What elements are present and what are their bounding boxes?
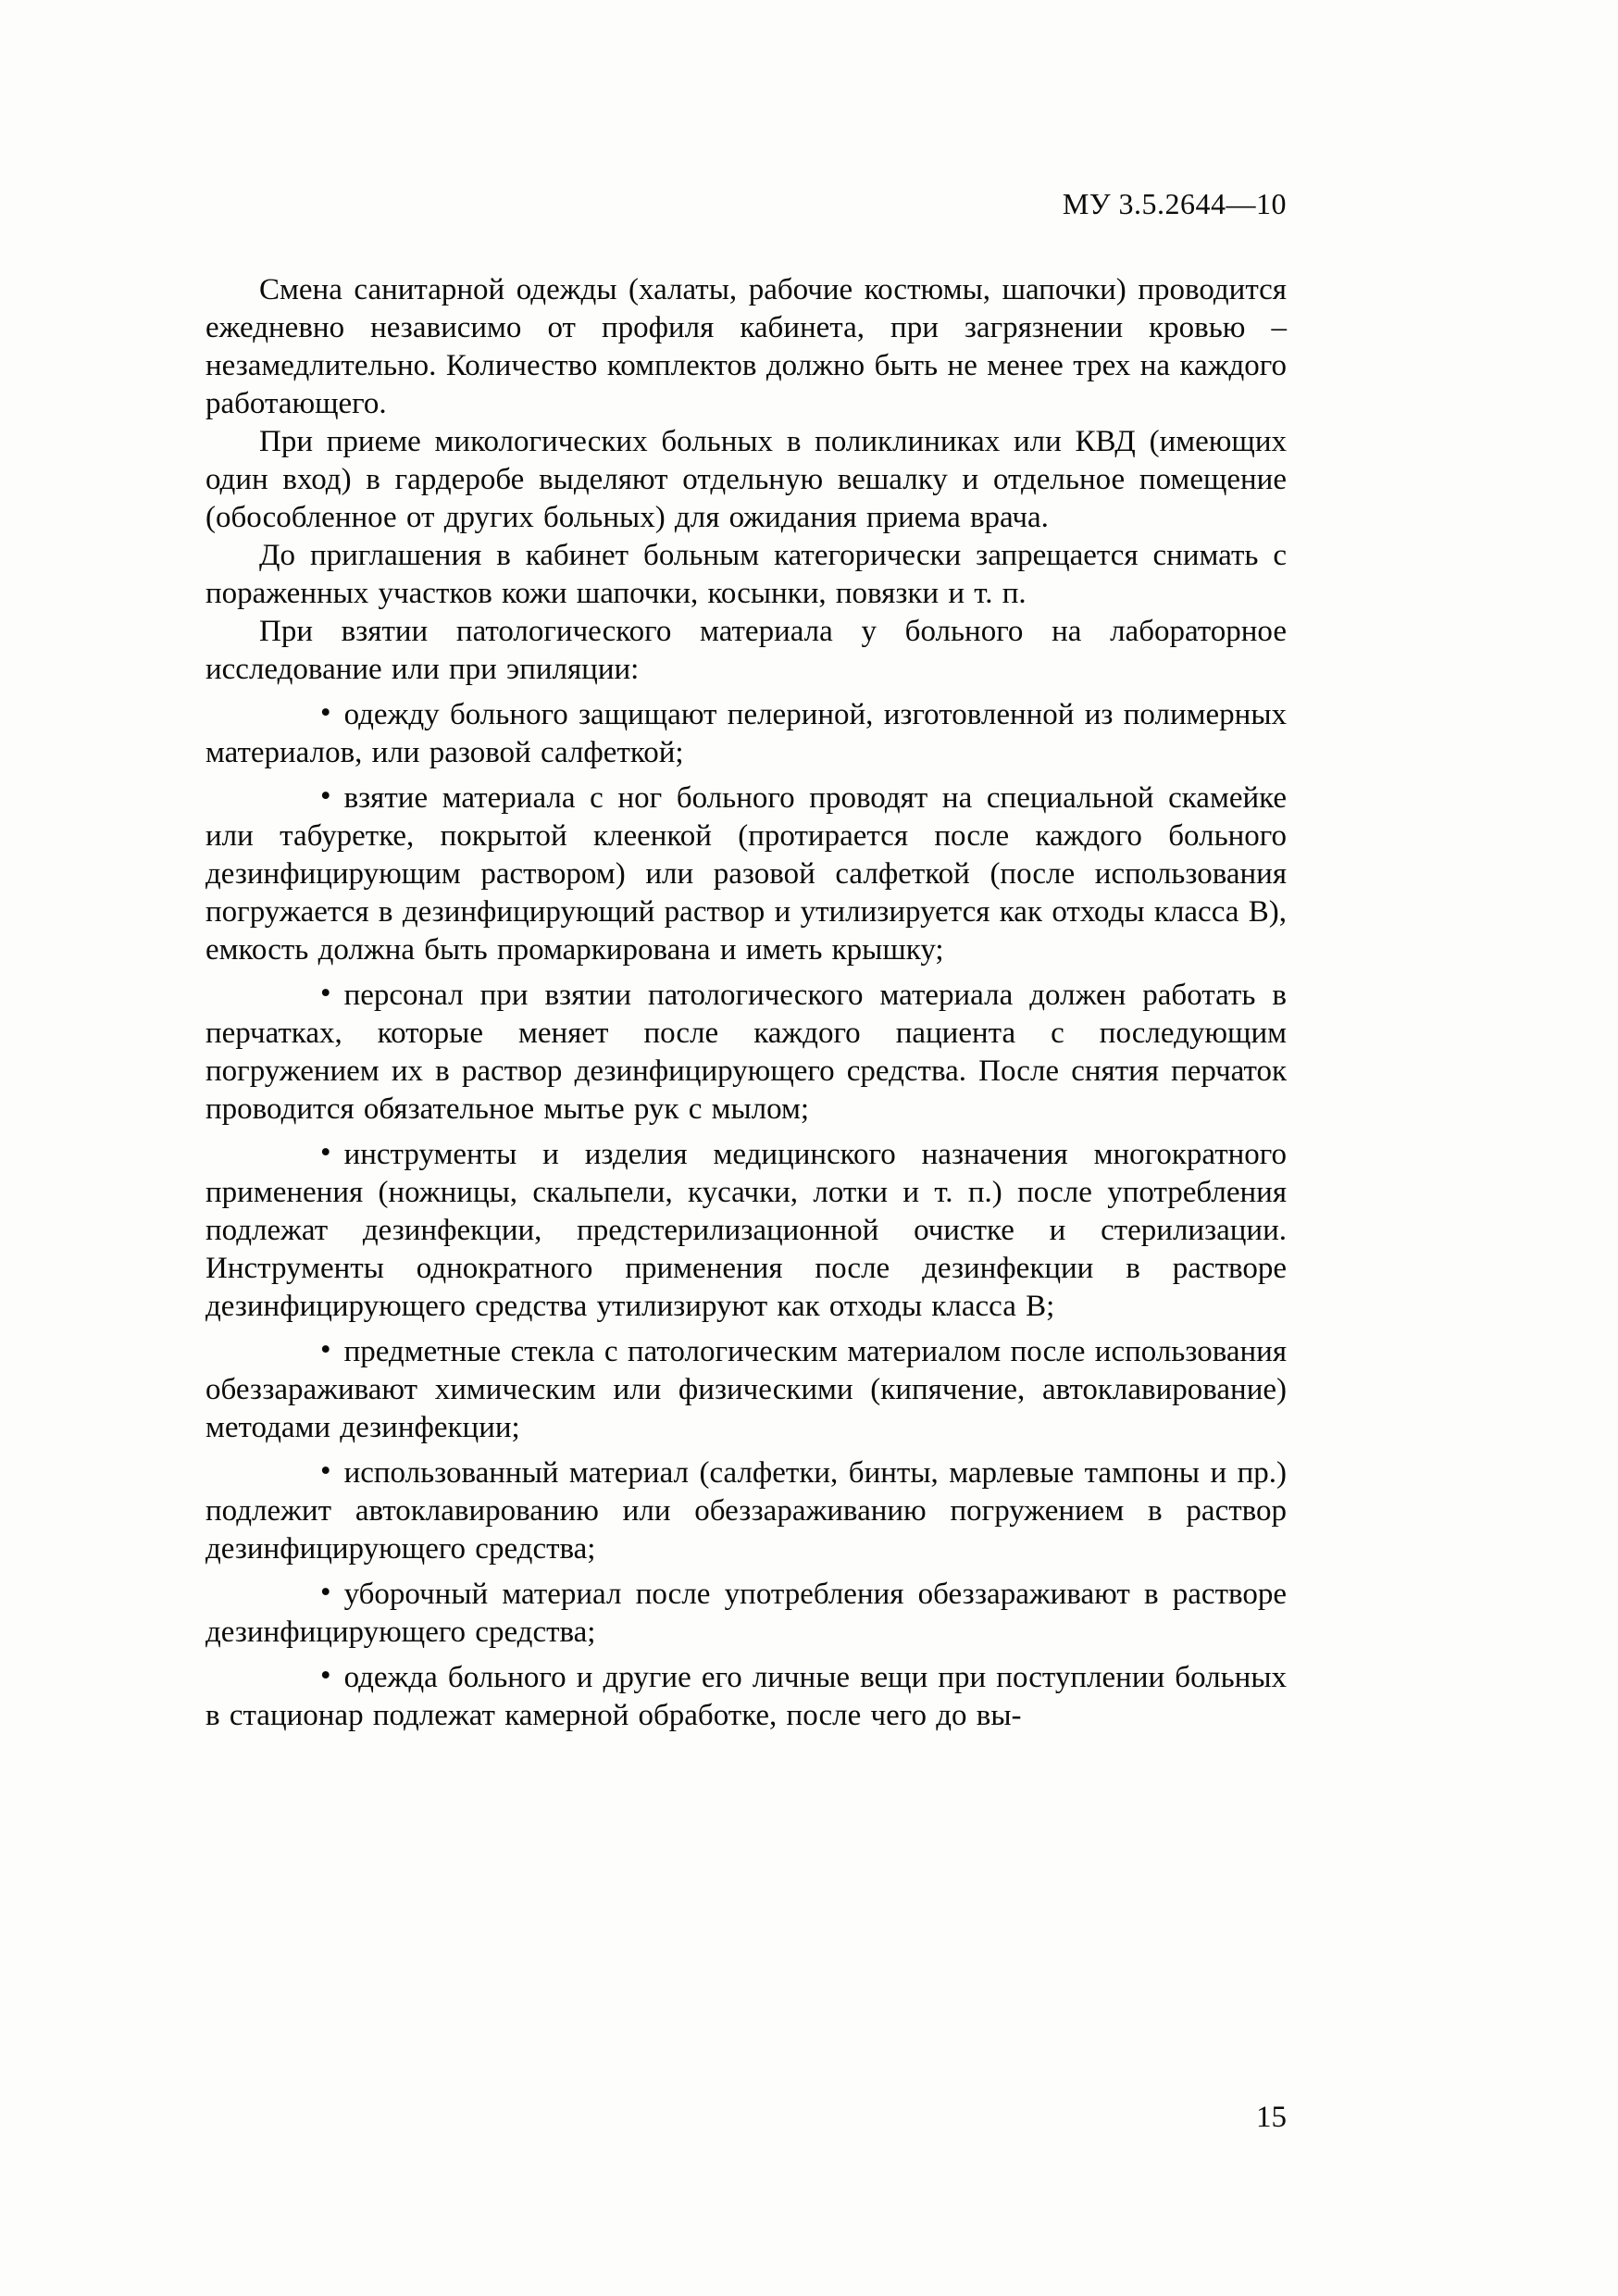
paragraph-4: При взятии патологического материала у больного на лабораторное исследование или при эпиляции: <box>205 615 1287 686</box>
paragraph-2: При приеме микологических больных в поликлиниках или КВД (имеющих один вход) в гардеробе выделяют отдельную вешалку и отдельное помещение (обособленное от других больных) для ожидания приема врача. <box>205 425 1287 534</box>
bullet-item-1 <box>205 696 1287 772</box>
bullet-item-8 <box>205 1659 1287 1735</box>
bullet-text: предметные стекла с патологическим материалом после использования обеззараживают химическим или физическими (кипячение, автоклавирование) методами дезинфекции; <box>205 1335 1287 1444</box>
bullet-icon: • <box>320 1659 331 1692</box>
bullet-item-2 <box>205 780 1287 969</box>
bullet-icon: • <box>320 696 331 730</box>
bullet-text: одежда больного и другие его личные вещи при поступлении больных в стационар подлежат камерной обработке, после чего до вы- <box>205 1661 1287 1732</box>
bullet-icon: • <box>320 1576 331 1609</box>
bullet-item-7 <box>205 1576 1287 1652</box>
bullet-item-5 <box>205 1333 1287 1447</box>
bullet-icon: • <box>320 780 331 813</box>
bullet-icon: • <box>320 1333 331 1366</box>
paragraph-1: Смена санитарной одежды (халаты, рабочие костюмы, шапочки) проводится ежедневно независимо от профиля кабинета, при загрязнении кровью – незамедлительно. Количество комплектов должно быть не менее трех на каждого работающего. <box>205 273 1287 420</box>
bullet-text: одежду больного защищают пелериной, изготовленной из полимерных материалов, или разовой салфеткой; <box>205 698 1287 769</box>
bullet-text: использованный материал (салфетки, бинты, марлевые тампоны и пр.) подлежит автоклавированию или обеззараживанию погружением в раствор дезинфицирующего средства; <box>205 1456 1287 1566</box>
bullet-text: персонал при взятии патологического материала должен работать в перчатках, которые меняет после каждого пациента с последующим погружением их в раствор дезинфицирующего средства. После снятия перчаток проводится обязательное мытье рук с мылом; <box>205 979 1287 1126</box>
bullet-icon: • <box>320 977 331 1010</box>
bullet-item-4 <box>205 1136 1287 1326</box>
bullet-icon: • <box>320 1454 331 1488</box>
paragraph-3: До приглашения в кабинет больным категорически запрещается снимать с пораженных участков кожи шапочки, косынки, повязки и т. п. <box>205 539 1287 610</box>
doc-number: МУ 3.5.2644—10 <box>1062 187 1287 220</box>
bullet-text: взятие материала с ног больного проводят на специальной скамейке или табуретке, покрытой клеенкой (протирается после каждого больного дезинфицирующим раствором) или разовой салфеткой (после использования погружается в дезинфицирующий раствор и утилизируется как отходы класса В), емкость должна быть промаркирована и иметь крышку; <box>205 781 1287 967</box>
bullet-item-3 <box>205 977 1287 1129</box>
bullet-text: уборочный материал после употребления обеззараживают в растворе дезинфицирующего средства; <box>205 1578 1287 1649</box>
page-number: 15 <box>1256 2101 1287 2134</box>
bullet-item-6 <box>205 1454 1287 1568</box>
bullet-text: инструменты и изделия медицинского назначения многократного применения (ножницы, скальпели, кусачки, лотки и т. п.) после употребления подлежат дезинфекции, предстерилизационной очистке и стерилизации. Инструменты однократного применения после дезинфекции в растворе дезинфицирующего средства утилизируют как отходы класса В; <box>205 1138 1287 1323</box>
bullet-icon: • <box>320 1136 331 1169</box>
